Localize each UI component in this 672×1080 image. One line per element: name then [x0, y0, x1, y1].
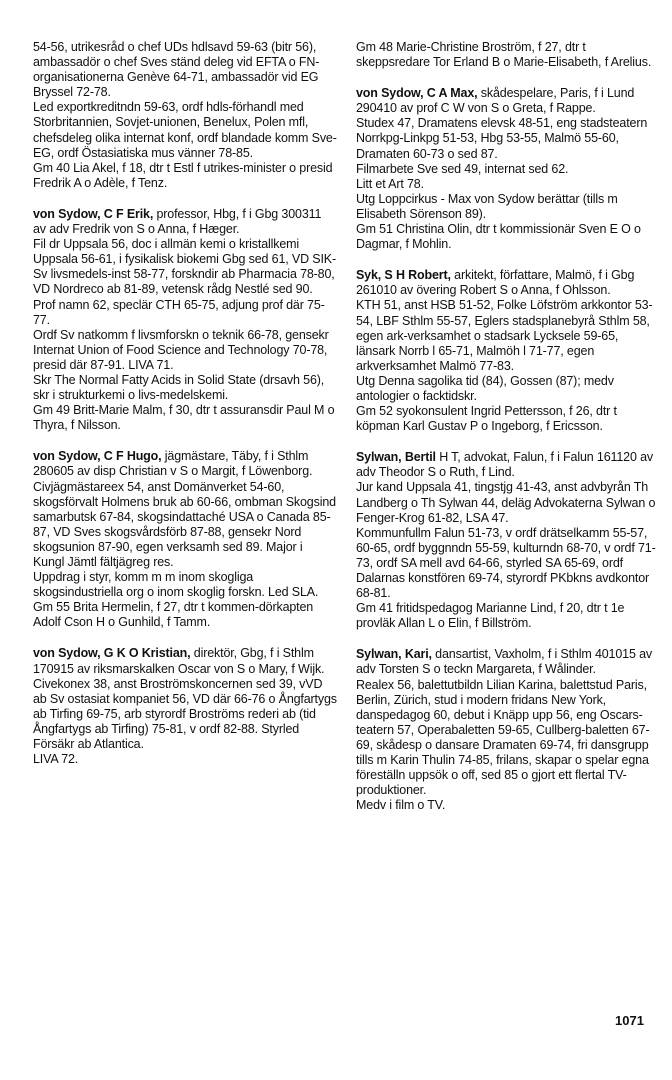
- biography-entry: [33, 40, 337, 191]
- entry-paragraph: Gm 40 Lia Akel, f 18, dtr t Estl f utrikes-minister o presid Fredrik A o Adèle, f Tenz.: [33, 160, 333, 190]
- entry-paragraph: Utg Denna sagolika tid (84), Gossen (87); medv antologier o facktidskr.: [356, 373, 614, 403]
- entry-heading: [356, 268, 660, 298]
- entry-paragraph: Filmarbete Sve sed 49, internat sed 62.: [356, 161, 569, 176]
- page-number: 1071: [615, 1013, 644, 1028]
- entry-paragraph: Prof namn 62, speclär CTH 65-75, adjung prof där 75-77.: [33, 297, 325, 327]
- entry-heading: [33, 449, 337, 479]
- entry-heading: [356, 647, 660, 677]
- entry-intro: professor, Hbg, f i Gbg 300311 av adv Fredrik von S o Anna, f Hæger.: [33, 206, 322, 237]
- entry-heading: [33, 646, 337, 676]
- entry-paragraph: Skr The Normal Fatty Acids in Solid State (drsavh 56), skr i strukturkemi o livs-medelskemi.: [33, 372, 325, 403]
- entry-intro: arkitekt, författare, Malmö, f i Gbg 261010 av övering Robert S o Anna, f Ohlsson.: [356, 268, 635, 298]
- left-column: [33, 40, 337, 783]
- entry-name: von Sydow, C F Hugo,: [33, 449, 162, 464]
- right-column: [356, 40, 660, 829]
- entry-paragraph: Civekonex 38, anst Broströmskoncernen sed 39, vVD ab Sv ostasiat kompaniet 56, VD där 66-76 o Ångfartygs ab Tirfing 69-75, arb styrordf Broströms rederi ab (tid Ångfartygs ab Tirfing) 75-81, v ordf 82-88. Styrled Försäkr ab Atlantica.: [33, 676, 337, 752]
- entry-paragraph: Gm 51 Christina Olin, dtr t kommissionär Sven E O o Dagmar, f Mohlin.: [356, 222, 641, 252]
- entry-name: von Sydow, G K O Kristian,: [33, 646, 191, 661]
- entry-paragraph: Litt et Art 78.: [356, 176, 424, 191]
- biography-entry: [356, 647, 660, 813]
- entry-paragraph: Uppdrag i styr, komm m m inom skogliga skogsindustriella org o inom skoglig forskn. Led SLA.: [33, 570, 319, 600]
- entry-paragraph: Jur kand Uppsala 41, tingstjg 41-43, anst advbyrån Th Landberg o Th Sylwan 44, deläg Advokaterna Sylwan o Fenger-Krog 61-82, LSA 47.: [356, 480, 656, 525]
- entry-paragraph: Kommunfullm Falun 51-73, v ordf drätselkamm 55-57, 60-65, ordf byggnndn 55-59, kulturndn 68-70, v ordf 71-73, ordf SA mell avd 64-66, styrled SA 65-69, ordf Dalarnas konstfören 69-74, styrordf PKbkns avdkontor 68-81.: [356, 525, 656, 601]
- entry-paragraph: Gm 52 syokonsulent Ingrid Pettersson, f 26, dtr t köpman Karl Gustav P o Ingeborg, f Ericsson.: [356, 404, 617, 434]
- entry-paragraph: Gm 49 Britt-Marie Malm, f 30, dtr t assuransdir Paul M o Thyra, f Nilsson.: [33, 403, 335, 433]
- entry-heading: [356, 450, 660, 480]
- entry-name: von Sydow, C F Erik,: [33, 206, 154, 221]
- biography-entry: [356, 268, 660, 434]
- entry-paragraph: Led exportkreditndn 59-63, ordf hdls-förhandl med Storbritannien, Sovjet-unionen, Benelux, Polen mfl, chefsdeleg olika internat konf, ordf blandade komm Sve-EG, ordf Östasiatiska mus vänner 78-85.: [33, 100, 337, 160]
- entry-paragraph: Medv i film o TV.: [356, 798, 446, 813]
- entry-paragraph: KTH 51, anst HSB 51-52, Folke Löfström arkkontor 53-54, LBF Sthlm 55-57, Eglers stadsplanebyrå Sthlm 58, egen ark-verksamhet o stadsark Lycksele 59-65, länsark Norrb l 65-71, Malmöh l 71-77, egen arkverksamhet Malmö 77-83.: [356, 298, 653, 373]
- entry-intro: skådespelare, Paris, f i Lund 290410 av prof C W von S o Greta, f Rappe.: [356, 86, 635, 116]
- biography-entry: [356, 86, 660, 252]
- entry-heading: [356, 86, 660, 116]
- entry-paragraph: Civjägmästareex 54, anst Domänverket 54-60, skogsförvalt Holmens bruk ab 60-66, ombman Skogsind samarbutsk 67-84, skogsindattaché USA o Canada 85-87, VD Sves skogsvårdsförb 87-88, gensekr Nord skogsunion 87-90, egen verksamh sed 89. Major i Kungl Jämtl fältjägreg res.: [33, 479, 336, 569]
- entry-name: Sylwan, Kari,: [356, 647, 432, 662]
- entry-intro: direktör, Gbg, f i Sthlm 170915 av riksmarskalken Oscar von S o Mary, f Wijk.: [33, 646, 325, 676]
- biography-entry: [33, 207, 337, 433]
- biography-entry: [33, 646, 337, 767]
- entry-paragraph: LIVA 72.: [33, 752, 79, 767]
- biography-entry: [356, 450, 660, 631]
- entry-intro: H T, advokat, Falun, f i Falun 161120 av adv Theodor S o Ruth, f Lind.: [356, 450, 654, 480]
- entry-paragraph: 54-56, utrikesråd o chef UDs hdlsavd 59-63 (bitr 56), ambassadör o chef Sves ständ deleg vid EFTA o FN-organisationerna Genève 64-71, ambassadör vid EG Bryssel 72-78.: [33, 40, 320, 100]
- entry-paragraph: Utg Loppcirkus - Max von Sydow berättar (tills m Elisabeth Sörenson 89).: [356, 191, 618, 221]
- entry-intro: dansartist, Vaxholm, f i Sthlm 401015 av adv Torsten S o teckn Margareta, f Wålinder.: [356, 647, 652, 677]
- biography-entry: [33, 449, 337, 630]
- entry-name: Sylwan, Bertil: [356, 450, 436, 465]
- entry-paragraph: Realex 56, balettutbildn Lilian Karina, balettstud Paris, Berlin, Zürich, stud i modern fridans New York, danspedagog 60, debut i Knäpp upp 56, eng Oscars-teatern 57, Operabaletten 59-65, Cullberg-baletten 67-69, skådesp o dansare Dramaten 69-74, fri dansgrupp tills m Karin Thulin 74-85, frilans, skapar o spelar egna föreställn uppsök o off, sed 85 o gjort ett flertal TV-produktioner.: [356, 677, 650, 798]
- entry-paragraph: Ordf Sv natkomm f livsmforskn o teknik 66-78, gensekr Internat Union of Food Science and Technology 70-78, presid där 87-91. LIVA 71.: [33, 327, 329, 372]
- biography-entry: [356, 40, 660, 70]
- entry-heading: [33, 207, 337, 237]
- entry-paragraph: Gm 48 Marie-Christine Broström, f 27, dtr t skeppsredare Tor Erland B o Marie-Elisabeth, f Arelius.: [356, 40, 652, 70]
- entry-paragraph: Gm 41 fritidspedagog Marianne Lind, f 20, dtr t 1e provläk Allan L o Elin, f Billström.: [356, 601, 625, 631]
- entry-paragraph: Fil dr Uppsala 56, doc i allmän kemi o kristallkemi Uppsala 56-61, i fysikalisk biokemi Gbg sed 61, VD SIK-Sv livsmedels-inst 58-77, forskndir ab Pharmacia 78-80, VD Nordreco ab 81-89, vetensk rådg Nestlé sed 90.: [33, 237, 336, 297]
- entry-paragraph: Studex 47, Dramatens elevsk 48-51, eng stadsteatern Norrkpg-Linkpg 51-53, Hbg 53-55, Malmö 55-60, Dramaten 60-73 o sed 87.: [356, 116, 648, 161]
- entry-paragraph: Gm 55 Brita Hermelin, f 27, dtr t kommen-dörkapten Adolf Cson H o Gunhild, f Tamm.: [33, 600, 314, 630]
- entry-intro: jägmästare, Täby, f i Sthlm 280605 av disp Christian v S o Margit, f Löwenborg.: [33, 449, 313, 479]
- entry-name: von Sydow, C A Max,: [356, 86, 478, 101]
- entry-name: Syk, S H Robert,: [356, 268, 451, 283]
